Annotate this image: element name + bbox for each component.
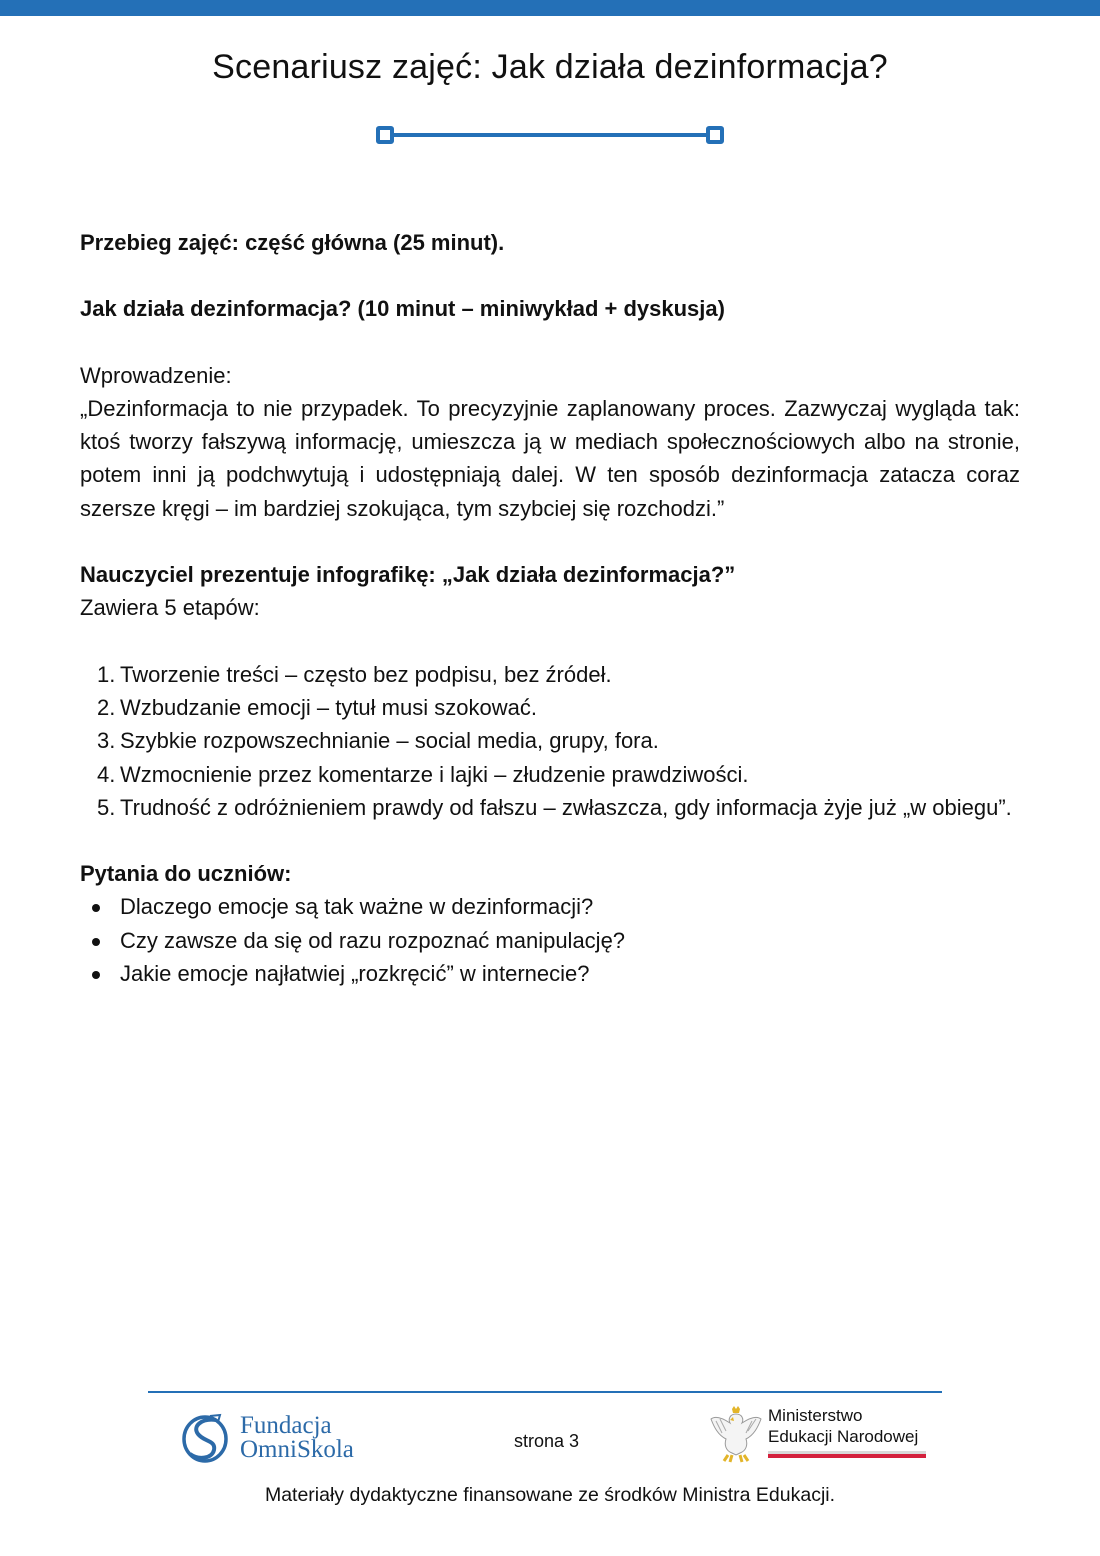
- divider-line: [388, 133, 712, 137]
- list-item: [80, 724, 1020, 757]
- list-number: 5.: [97, 794, 116, 820]
- topic-heading: Jak działa dezinformacja? (10 minut – miniwykład + dyskusja): [80, 296, 725, 322]
- list-item-text: Wzmocnienie przez komentarze i lajki – złudzenie prawdziwości.: [120, 761, 749, 787]
- list-number: 2.: [97, 694, 116, 720]
- list-item: [80, 957, 1020, 990]
- omniskola-logo: [180, 1410, 354, 1466]
- polish-flag-stripe: [768, 1451, 926, 1458]
- page-number: strona 3: [514, 1431, 580, 1451]
- men-logo: [708, 1405, 926, 1467]
- footer-divider: [148, 1391, 942, 1393]
- questions-list: [80, 890, 1020, 990]
- omniskola-line2: OmniSkola: [240, 1436, 354, 1463]
- divider-square-right: [706, 126, 724, 144]
- list-number: 4.: [97, 761, 116, 787]
- omniskola-s-logo-icon: [180, 1412, 230, 1464]
- list-item-text: Szybkie rozpowszechnianie – social media, grupy, fora.: [120, 728, 659, 754]
- list-item-text: Czy zawsze da się od razu rozpoznać manipulację?: [120, 927, 626, 953]
- list-item-text: Tworzenie treści – często bez podpisu, bez źródeł.: [120, 661, 612, 687]
- title-divider-decoration: [374, 124, 726, 146]
- main-content: [80, 226, 1020, 990]
- list-number: 3.: [97, 728, 116, 754]
- list-item: [80, 890, 1020, 923]
- list-item-text: Jakie emocje najłatwiej „rozkręcić” w internecie?: [120, 961, 590, 987]
- stages-list: [80, 658, 1020, 824]
- polish-eagle-emblem-icon: [708, 1405, 764, 1465]
- questions-heading: Pytania do uczniów:: [80, 861, 292, 887]
- bullet-icon: [92, 904, 100, 912]
- list-item: [80, 691, 1020, 724]
- list-item-text: Dlaczego emocje są tak ważne w dezinformacji?: [120, 894, 594, 920]
- section-heading: Przebieg zajęć: część główna (25 minut).: [80, 230, 505, 255]
- divider-square-left: [376, 126, 394, 144]
- stages-intro: Zawiera 5 etapów:: [80, 595, 260, 621]
- omniskola-line1: Fundacja: [240, 1412, 332, 1439]
- page-title: Scenariusz zajęć: Jak działa dezinformacja?: [212, 48, 888, 86]
- men-line2: Edukacji Narodowej: [768, 1427, 919, 1446]
- list-item: [80, 791, 1020, 824]
- bullet-icon: [92, 971, 100, 979]
- list-item: [80, 758, 1020, 791]
- list-item-text: Wzbudzanie emocji – tytuł musi szokować.: [120, 694, 537, 720]
- funding-note: Materiały dydaktyczne finansowane ze środków Ministra Edukacji.: [264, 1484, 836, 1506]
- list-number: 1.: [97, 661, 116, 687]
- intro-label: Wprowadzenie:: [80, 362, 232, 388]
- infographic-heading: Nauczyciel prezentuje infografikę: „Jak działa dezinformacja?”: [80, 562, 736, 588]
- intro-quote: „Dezinformacja to nie przypadek. To precyzyjnie zaplanowany proces. Zazwyczaj wygląda tak: ktoś tworzy fałszywą informację, umieszcza ją w mediach społecznościowych albo na stronie, potem inni ją podchwytują i udostępniają dalej. W ten sposób dezinformacja zatacza coraz szersze kręgi – im bardziej szokująca, tym szybciej się rozchodzi.”: [80, 395, 1020, 521]
- list-item-text: Trudność z odróżnieniem prawdy od fałszu – zwłaszcza, gdy informacja żyje już „w obiegu”.: [120, 794, 1012, 820]
- list-item: [80, 658, 1020, 691]
- top-accent-bar: [0, 0, 1100, 16]
- bullet-icon: [92, 938, 100, 946]
- men-line1: Ministerstwo: [768, 1406, 863, 1425]
- list-item: [80, 924, 1020, 957]
